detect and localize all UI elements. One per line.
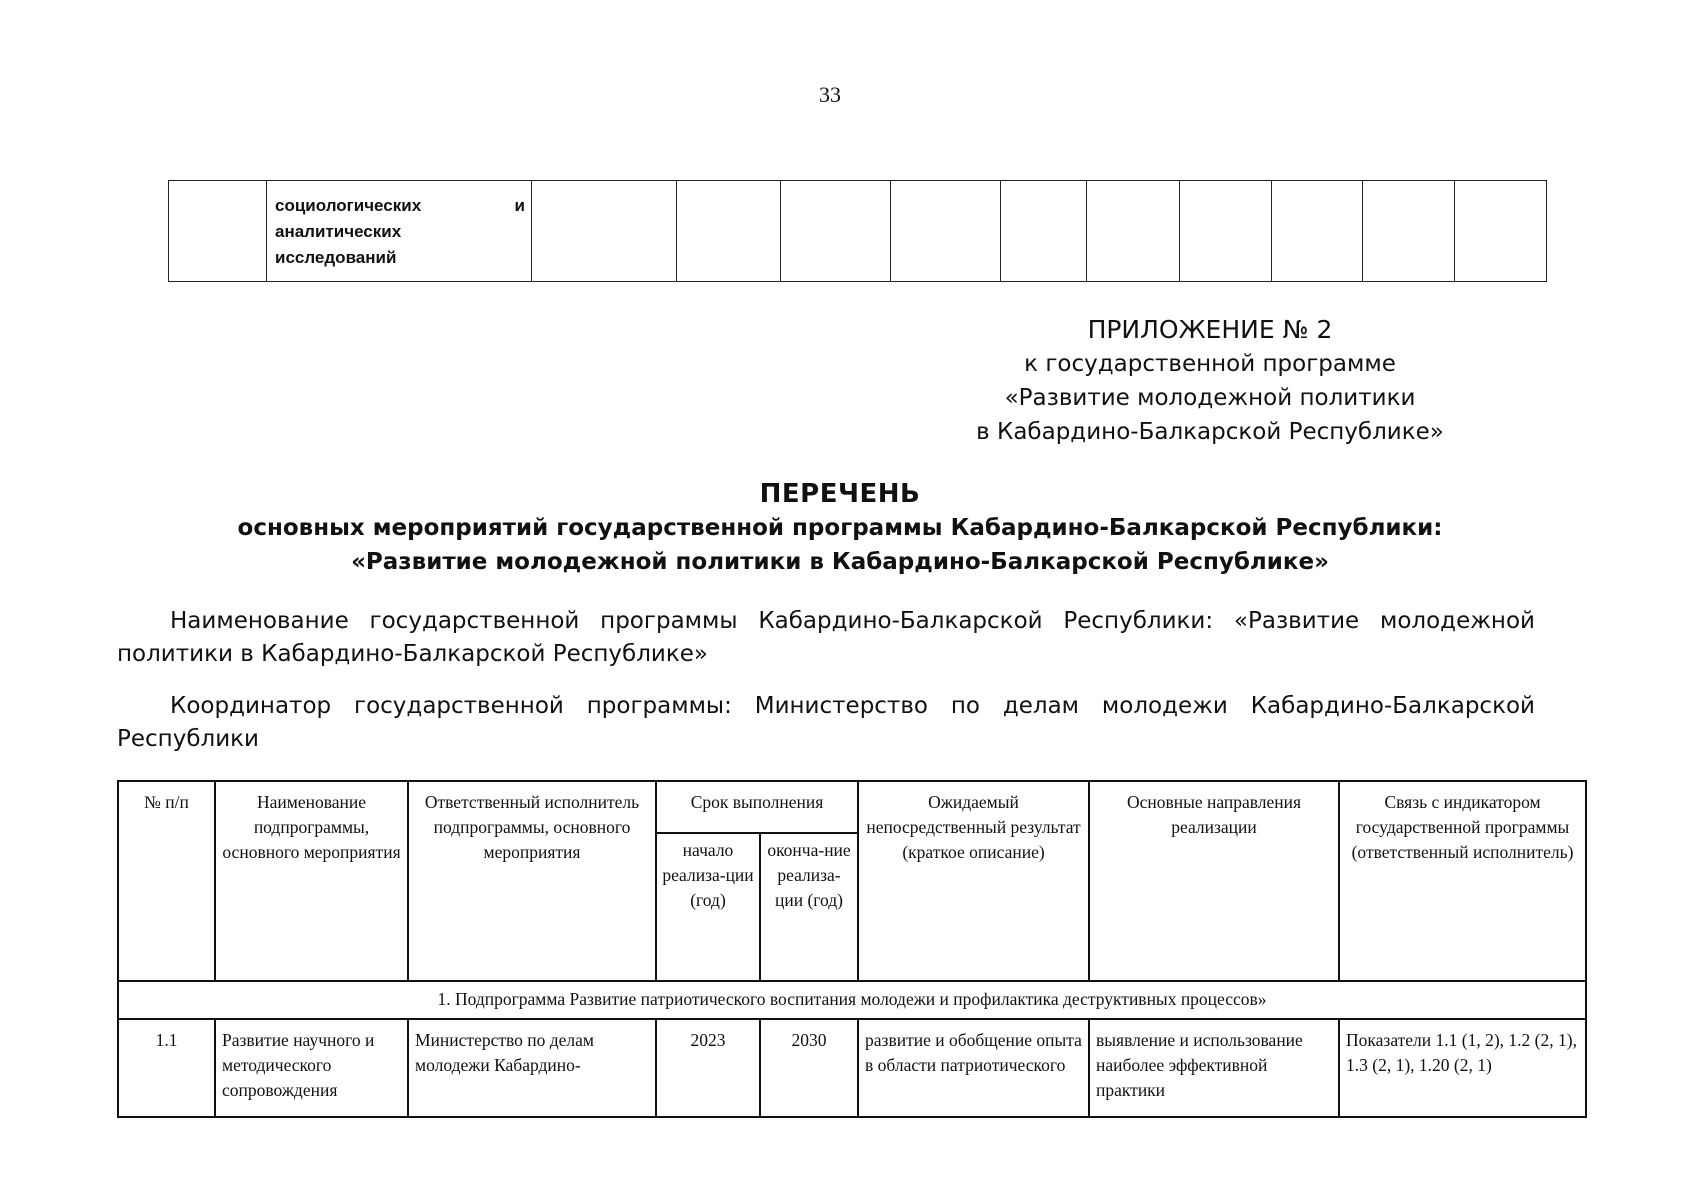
table-cell [1363,181,1455,282]
cell-executor: Министерство по делам молодежи Кабардино- [408,1019,656,1117]
header-directions: Основные направления реализации [1089,781,1339,981]
table-cell [532,181,677,282]
table-cell [1001,181,1087,282]
appendix-heading: ПРИЛОЖЕНИЕ № 2 [1087,315,1333,344]
header-term-start: начало реализа-ции (год) [656,833,760,981]
table-cell [1087,181,1180,282]
program-name-paragraph: Наименование государственной программы Кабардино-Балкарской Республики: «Развитие молодежной политики в Кабардино-Балкарской Республике» [117,608,1535,667]
table-cell [267,181,532,282]
table-cell [1180,181,1272,282]
header-term-end: оконча-ние реализа-ции (год) [760,833,858,981]
appendix-block [940,313,1480,449]
table-row [118,1019,1586,1117]
table-cell [1272,181,1363,282]
cell-directions: выявление и использование наиболее эффективной практики [1089,1019,1339,1117]
title-line: «Развитие молодежной политики в Кабардино-Балкарской Республике» [351,549,1329,575]
appendix-line: к государственной программе [1024,351,1396,377]
header-name: Наименование подпрограммы, основного мероприятия [215,781,408,981]
cell-line: аналитических [275,222,402,241]
cell-end: 2030 [760,1019,858,1117]
header-result: Ожидаемый непосредственный результат (краткое описание) [858,781,1089,981]
cell-conjunction: и [514,196,525,215]
cell-line: исследований [275,248,397,267]
coordinator-paragraph: Координатор государственной программы: Министерство по делам молодежи Кабардино-Балкарской Республики [117,693,1535,752]
cell-start: 2023 [656,1019,760,1117]
cell-line: социологических [275,196,422,215]
document-title [120,477,1560,579]
header-num: № п/п [118,781,215,981]
table-cell [891,181,1001,282]
subprogram-row: 1. Подпрограмма Развитие патриотического воспитания молодежи и профилактика деструктивных процессов» [118,981,1586,1019]
appendix-line: «Развитие молодежной политики [1004,385,1416,411]
measures-table [117,780,1587,1118]
table-cell [169,181,267,282]
continuation-table [168,180,1547,282]
table-cell [781,181,891,282]
title-main: ПЕРЕЧЕНЬ [759,479,921,509]
title-line: основных мероприятий государственной программы Кабардино-Балкарской Республики: [237,515,1443,541]
page-number: 33 [819,82,841,107]
table-cell [677,181,781,282]
header-link: Связь с индикатором государственной программы (ответственный исполнитель) [1339,781,1586,981]
header-executor: Ответственный исполнитель подпрограммы, основного мероприятия [408,781,656,981]
header-term: Срок выполнения [656,781,858,833]
table-cell [1455,181,1547,282]
appendix-line: в Кабардино-Балкарской Республике» [976,419,1444,445]
cell-result: развитие и обобщение опыта в области патриотического [858,1019,1089,1117]
cell-link: Показатели 1.1 (1, 2), 1.2 (2, 1), 1.3 (2, 1), 1.20 (2, 1) [1339,1019,1586,1117]
cell-name: Развитие научного и методического сопровождения [215,1019,408,1117]
cell-num: 1.1 [118,1019,215,1117]
